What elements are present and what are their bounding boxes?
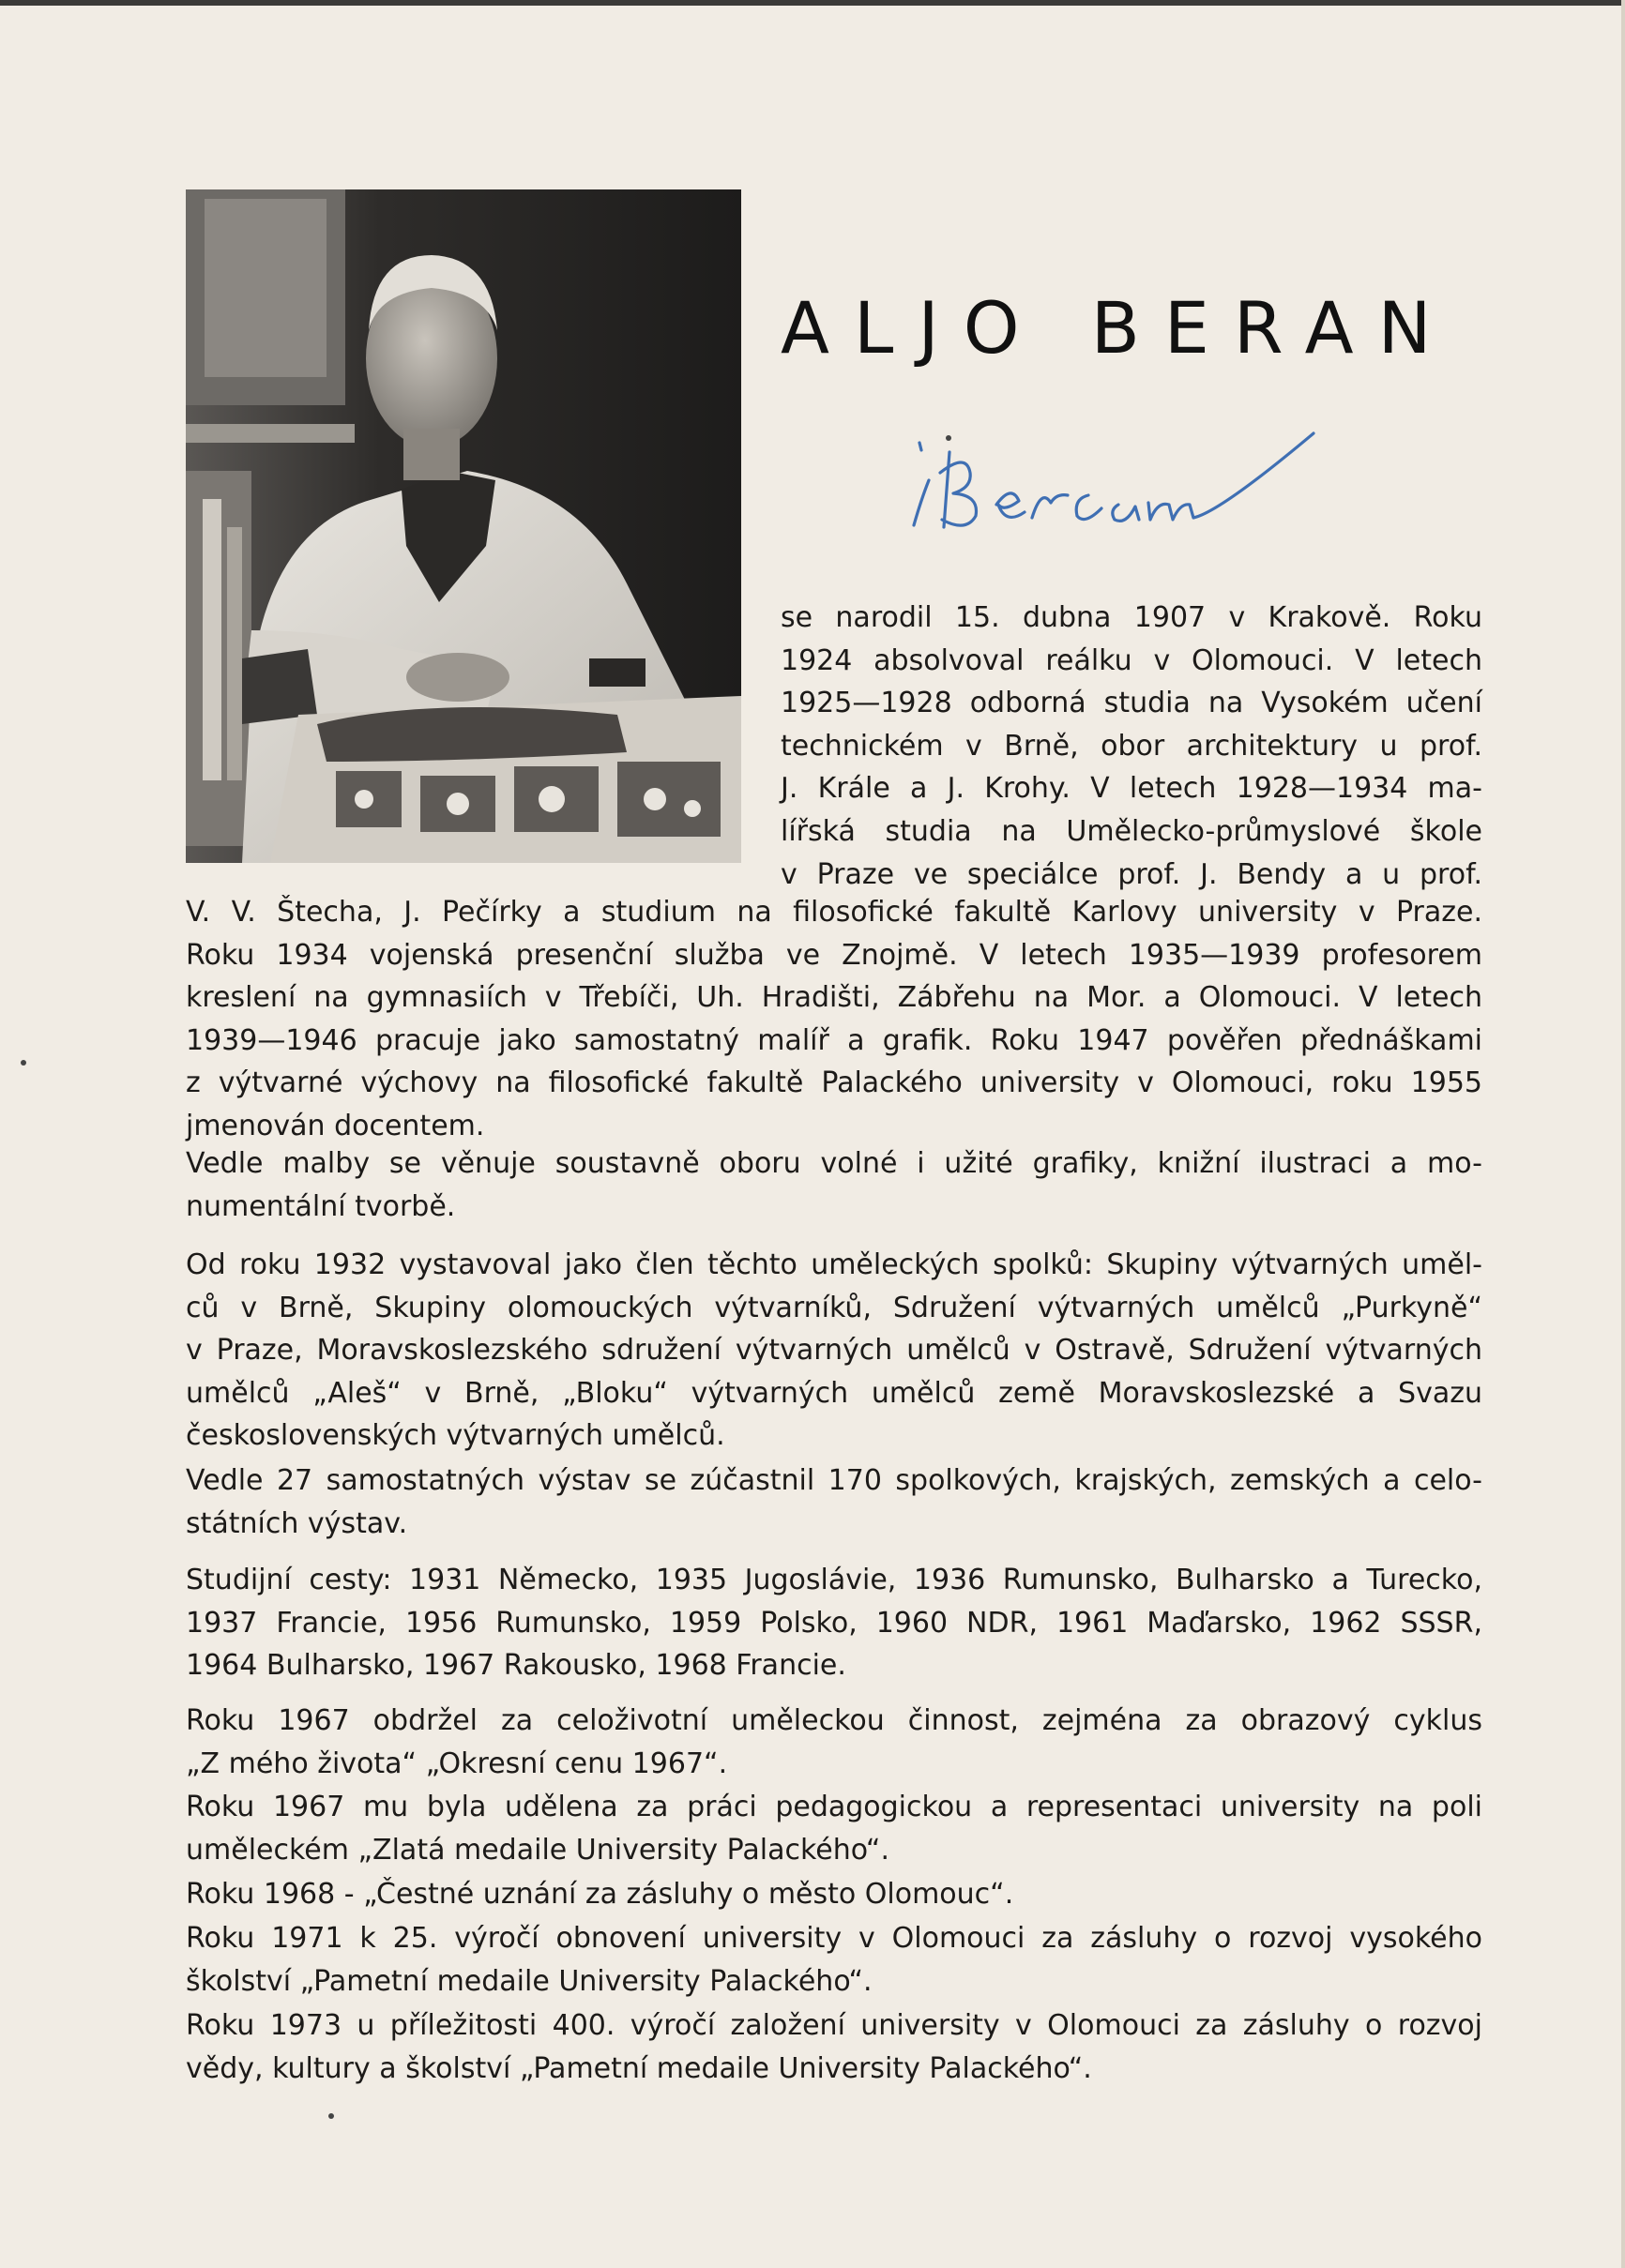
- text-line: Od roku 1932 vystavoval jako člen těchto uměleckých spolků: Skupiny výtvarných uměl-: [186, 1248, 1482, 1281]
- text-line: 1939—1946 pracuje jako samostatný malíř a grafik. Roku 1947 pověřen přednáškami: [186, 1023, 1482, 1057]
- print-speck: [946, 435, 951, 441]
- award-1967-zlata-medaile: [186, 1786, 1482, 1871]
- text-line: československých výtvarných umělců.: [186, 1419, 725, 1453]
- award-1973-pametni-medaile: [186, 2004, 1482, 2090]
- award-1967-okresni-cena: [186, 1700, 1482, 1785]
- study-travels-paragraph: [186, 1559, 1482, 1687]
- page-top-edge: [0, 0, 1625, 6]
- exhibitions-paragraph: [186, 1459, 1482, 1545]
- text-line: Roku 1934 vojenská presenční služba ve Znojmě. V letech 1935—1939 profesorem: [186, 938, 1482, 972]
- artist-name-heading: ALJO BERAN: [781, 286, 1456, 370]
- award-1971-pametni-medaile: [186, 1917, 1482, 2003]
- text-line: 1937 Francie, 1956 Rumunsko, 1959 Polsko, 1960 NDR, 1961 Maďarsko, 1962 SSSR,: [186, 1606, 1482, 1640]
- text-line: Roku 1971 k 25. výročí obnovení university v Olomouci za zásluhy o rozvoj vysokého: [186, 1922, 1482, 1955]
- text-line: uměleckém „Zlatá medaile University Palackého“.: [186, 1833, 889, 1867]
- text-line: kreslení na gymnasiích v Třebíči, Uh. Hradišti, Zábřehu na Mor. a Olomouci. V letech: [186, 981, 1482, 1015]
- handwritten-signature: [901, 415, 1332, 546]
- text-line: Vedle 27 samostatných výstav se zúčastnil 170 spolkových, krajských, zemských a celo-: [186, 1464, 1482, 1497]
- text-line: 1924 absolvoval reálku v Olomouci. V letech: [781, 643, 1482, 677]
- text-line: státních výstav.: [186, 1506, 408, 1540]
- text-line: technickém v Brně, obor architektury u prof.: [781, 729, 1482, 763]
- text-line: Roku 1967 obdržel za celoživotní uměleckou činnost, zejména za obrazový cyklus: [186, 1704, 1482, 1737]
- text-line: Roku 1967 mu byla udělena za práci pedagogickou a representaci university na poli: [186, 1791, 1482, 1823]
- print-speck: [21, 1060, 26, 1066]
- page-right-edge: [1621, 0, 1625, 2268]
- text-line: Roku 1973 u příležitosti 400. výročí založení university v Olomouci za zásluhy o rozvoj: [186, 2009, 1482, 2042]
- portrait-photo: [186, 189, 741, 863]
- text-line: lířská studia na Umělecko-průmyslové škole: [781, 814, 1482, 848]
- text-line: 1925—1928 odborná studia na Vysokém učení: [781, 687, 1482, 720]
- text-line: Roku 1968 - „Čestné uznání za zásluhy o město Olomouc“.: [186, 1878, 1014, 1911]
- text-line: jmenován docentem.: [186, 1109, 485, 1142]
- text-line: J. Krále a J. Krohy. V letech 1928—1934 ma-: [781, 772, 1482, 806]
- text-line: „Z mého života“ „Okresní cenu 1967“.: [186, 1746, 728, 1780]
- text-line: ců v Brně, Skupiny olomouckých výtvarníků, Sdružení výtvarných umělců „Purkyně“: [186, 1291, 1482, 1324]
- intro-paragraph: [781, 597, 1482, 896]
- bio-paragraph: [186, 891, 1482, 1148]
- text-line: v Praze, Moravskoslezského sdružení výtvarných umělců v Ostravě, Sdružení výtvarných: [186, 1334, 1482, 1368]
- text-line: školství „Pametní medaile University Palackého“.: [186, 1964, 873, 1998]
- text-line: Vedle malby se věnuje soustavně oboru volné i užité grafiky, knižní ilustraci a mo-: [186, 1147, 1482, 1180]
- text-line: numentální tvorbě.: [186, 1189, 456, 1223]
- memberships-paragraph: [186, 1244, 1482, 1458]
- text-line: v Praze ve speciálce prof. J. Bendy a u prof.: [781, 857, 1482, 891]
- print-speck: [328, 2113, 334, 2119]
- text-line: vědy, kultury a školství „Pametní medaile University Palackého“.: [186, 2051, 1092, 2085]
- award-1968-cestne-uznani: [186, 1873, 1482, 1916]
- text-line: umělců „Aleš“ v Brně, „Bloku“ výtvarných umělců země Moravskoslezské a Svazu: [186, 1376, 1482, 1410]
- text-line: Studijní cesty: 1931 Německo, 1935 Jugoslávie, 1936 Rumunsko, Bulharsko a Turecko,: [186, 1564, 1482, 1596]
- text-line: 1964 Bulharsko, 1967 Rakousko, 1968 Francie.: [186, 1649, 846, 1683]
- text-line: se narodil 15. dubna 1907 v Krakově. Roku: [781, 601, 1482, 634]
- text-line: z výtvarné výchovy na filosofické fakultě Palackého university v Olomouci, roku 1955: [186, 1066, 1482, 1100]
- styles-paragraph: [186, 1142, 1482, 1228]
- text-line: V. V. Štecha, J. Pečírky a studium na filosofické fakultě Karlovy university v Praze.: [186, 896, 1482, 929]
